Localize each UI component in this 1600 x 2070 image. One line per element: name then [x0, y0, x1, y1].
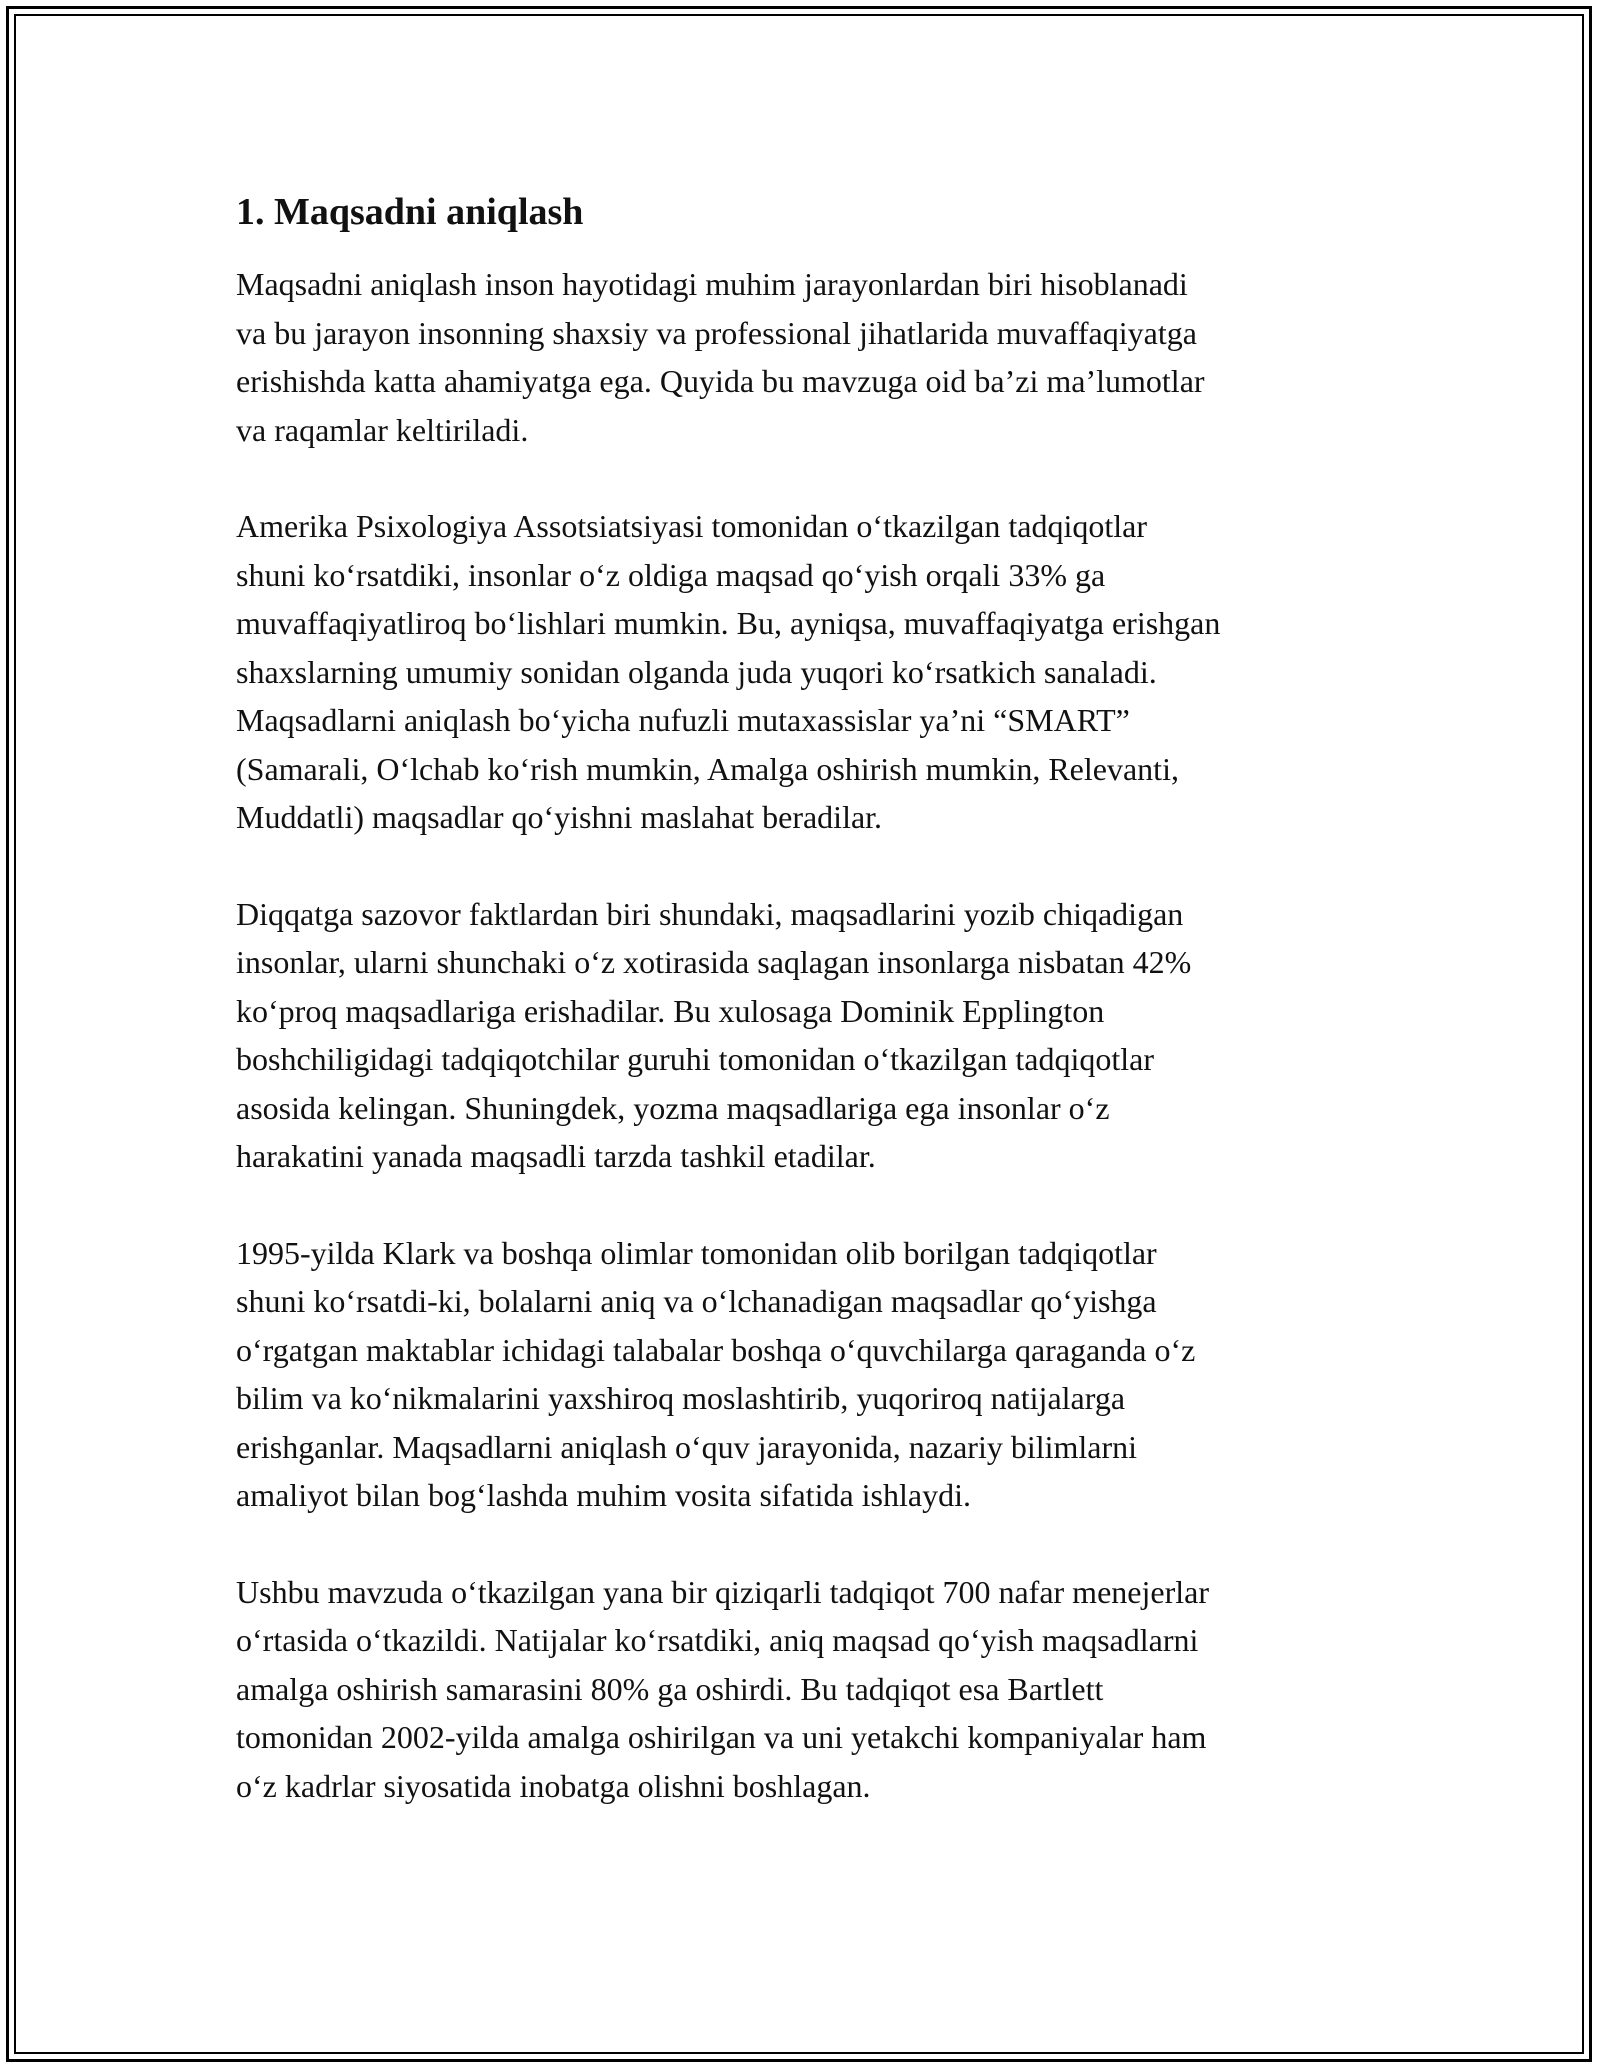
section-heading: 1. Maqsadni aniqlash	[236, 191, 584, 233]
document-body	[236, 186, 1386, 1858]
paragraph-klark-study: 1995-yilda Klark va boshqa olimlar tomonidan olib borilgan tadqiqotlar shuni ko‘rsatdi-ki, bolalarni aniq va o‘lchanadigan maqsadlar qo‘yishga o‘rgatgan maktablar ichidagi talabalar boshqa o‘quvchilarga qaraganda o‘z bilim va ko‘nikmalarini yaxshiroq moslashtirib, yuqoriroq natijalarga erishganlar. Maqsadlarni aniqlash o‘quv jarayonida, nazariy bilimlarni amaliyot bilan bog‘lashda muhim vosita sifatida ishlaydi.	[236, 1234, 1196, 1513]
paragraph-managers-study: Ushbu mavzuda o‘tkazilgan yana bir qiziqarli tadqiqot 700 nafar menejerlar o‘rtasida o‘tkazildi. Natijalar ko‘rsatdiki, aniq maqsad qo‘yish maqsadlarni amalga oshirish samarasini 80% ga oshirdi. Bu tadqiqot esa Bartlett tomonidan 2002-yilda amalga oshirilgan va uni yetakchi kompaniyalar ham o‘z kadrlar siyosatida inobatga olishni boshlagan.	[236, 1573, 1209, 1804]
paragraph-intro: Maqsadni aniqlash inson hayotidagi muhim jarayonlardan biri hisoblanadi va bu jarayon insonning shaxsiy va professional jihatlarida muvaffaqiyatga erishishda katta ahamiyatga ega. Quyida bu mavzuga oid ba’zi ma’lumotlar va raqamlar keltiriladi.	[236, 266, 1205, 448]
paragraph-written-goals: Diqqatga sazovor faktlardan biri shundaki, maqsadlarini yozib chiqadigan insonlar, ularni shunchaki o‘z xotirasida saqlagan insonlarga nisbatan 42% ko‘proq maqsadlariga erishadilar. Bu xulosaga Dominik Epplington boshchiligidagi tadqiqotchilar guruhi tomonidan o‘tkazilgan tadqiqotlar asosida kelingan. Shuningdek, yozma maqsadlariga ega insonlar o‘z harakatini yanada maqsadli tarzda tashkil etadilar.	[236, 895, 1192, 1174]
paragraph-apa-research: Amerika Psixologiya Assotsiatsiyasi tomonidan o‘tkazilgan tadqiqotlar shuni ko‘rsatdiki, insonlar o‘z oldiga maqsad qo‘yish orqali 33% ga muvaffaqiyatliroq bo‘lishlari mumkin. Bu, ayniqsa, muvaffaqiyatga erishgan shaxslarning umumiy sonidan olganda juda yuqori ko‘rsatkich sanaladi. Maqsadlarni aniqlash bo‘yicha nufuzli mutaxassislar ya’ni “SMART” (Samarali, O‘lchab ko‘rish mumkin, Amalga oshirish mumkin, Relevanti, Muddatli) maqsadlar qo‘yishni maslahat beradilar.	[236, 508, 1221, 835]
